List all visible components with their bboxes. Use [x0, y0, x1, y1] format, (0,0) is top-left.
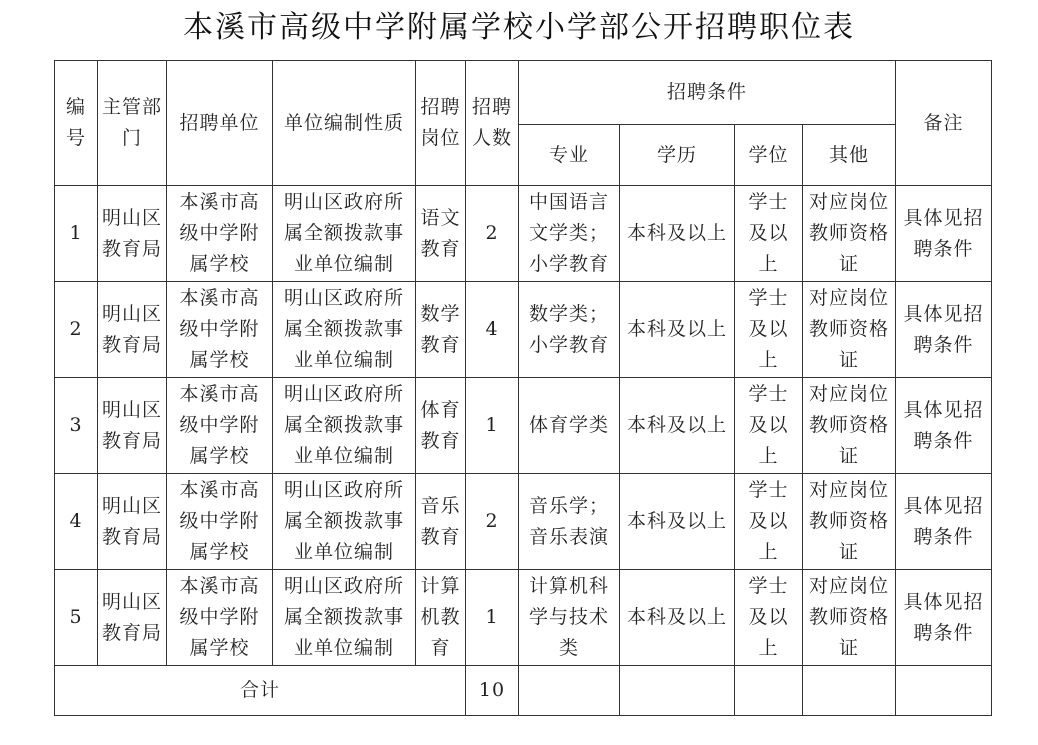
table-row — [55, 186, 992, 282]
cell-unit: 本溪市高级中学附属学校 — [167, 186, 273, 282]
table-row — [55, 474, 992, 570]
cell-other: 对应岗位教师资格证 — [803, 570, 896, 666]
header-remark: 备注 — [896, 61, 992, 186]
cell-major: 体育学类 — [519, 378, 620, 474]
header-count: 招聘人数 — [466, 61, 519, 186]
header-other: 其他 — [803, 125, 896, 186]
cell-post: 计算机教育 — [416, 570, 466, 666]
total-empty-education — [620, 666, 735, 716]
cell-remark: 具体见招聘条件 — [896, 378, 992, 474]
cell-degree: 学士及以上 — [735, 570, 803, 666]
header-id: 编号 — [55, 61, 98, 186]
header-degree: 学位 — [735, 125, 803, 186]
cell-unit: 本溪市高级中学附属学校 — [167, 378, 273, 474]
cell-nature: 明山区政府所属全额拨款事业单位编制 — [273, 282, 416, 378]
cell-other: 对应岗位教师资格证 — [803, 186, 896, 282]
cell-id: 1 — [55, 186, 98, 282]
total-empty-degree — [735, 666, 803, 716]
cell-other: 对应岗位教师资格证 — [803, 282, 896, 378]
cell-nature: 明山区政府所属全额拨款事业单位编制 — [273, 570, 416, 666]
cell-id: 5 — [55, 570, 98, 666]
total-count: 10 — [466, 666, 519, 716]
cell-education: 本科及以上 — [620, 474, 735, 570]
total-empty-major — [519, 666, 620, 716]
cell-education: 本科及以上 — [620, 186, 735, 282]
header-nature: 单位编制性质 — [273, 61, 416, 186]
cell-post: 体育教育 — [416, 378, 466, 474]
cell-dept: 明山区教育局 — [98, 570, 167, 666]
cell-degree: 学士及以上 — [735, 186, 803, 282]
cell-degree: 学士及以上 — [735, 378, 803, 474]
cell-count: 1 — [466, 378, 519, 474]
cell-degree: 学士及以上 — [735, 474, 803, 570]
header-row — [55, 61, 992, 125]
cell-major: 数学类；小学教育 — [519, 282, 620, 378]
header-unit: 招聘单位 — [167, 61, 273, 186]
header-education: 学历 — [620, 125, 735, 186]
cell-post: 音乐教育 — [416, 474, 466, 570]
cell-id: 3 — [55, 378, 98, 474]
header-dept: 主管部门 — [98, 61, 167, 186]
cell-major: 计算机科学与技术类 — [519, 570, 620, 666]
header-major: 专业 — [519, 125, 620, 186]
cell-education: 本科及以上 — [620, 282, 735, 378]
cell-post: 语文教育 — [416, 186, 466, 282]
cell-dept: 明山区教育局 — [98, 474, 167, 570]
cell-count: 1 — [466, 570, 519, 666]
total-empty-other — [803, 666, 896, 716]
cell-remark: 具体见招聘条件 — [896, 474, 992, 570]
cell-remark: 具体见招聘条件 — [896, 186, 992, 282]
cell-dept: 明山区教育局 — [98, 282, 167, 378]
header-post: 招聘岗位 — [416, 61, 466, 186]
table-row — [55, 282, 992, 378]
cell-degree: 学士及以上 — [735, 282, 803, 378]
cell-unit: 本溪市高级中学附属学校 — [167, 282, 273, 378]
header-conditions: 招聘条件 — [519, 61, 896, 125]
cell-count: 4 — [466, 282, 519, 378]
cell-nature: 明山区政府所属全额拨款事业单位编制 — [273, 186, 416, 282]
cell-other: 对应岗位教师资格证 — [803, 474, 896, 570]
cell-major: 音乐学；音乐表演 — [519, 474, 620, 570]
cell-education: 本科及以上 — [620, 570, 735, 666]
cell-nature: 明山区政府所属全额拨款事业单位编制 — [273, 474, 416, 570]
cell-unit: 本溪市高级中学附属学校 — [167, 570, 273, 666]
cell-major: 中国语言文学类；小学教育 — [519, 186, 620, 282]
cell-nature: 明山区政府所属全额拨款事业单位编制 — [273, 378, 416, 474]
table-body — [55, 61, 992, 716]
cell-dept: 明山区教育局 — [98, 378, 167, 474]
total-label: 合计 — [55, 666, 466, 716]
cell-post: 数学教育 — [416, 282, 466, 378]
cell-remark: 具体见招聘条件 — [896, 282, 992, 378]
recruitment-table — [54, 60, 992, 716]
cell-other: 对应岗位教师资格证 — [803, 378, 896, 474]
page-title: 本溪市高级中学附属学校小学部公开招聘职位表 — [183, 10, 855, 45]
total-empty-remark — [896, 666, 992, 716]
cell-unit: 本溪市高级中学附属学校 — [167, 474, 273, 570]
cell-education: 本科及以上 — [620, 378, 735, 474]
table-row — [55, 570, 992, 666]
cell-remark: 具体见招聘条件 — [896, 570, 992, 666]
cell-id: 4 — [55, 474, 98, 570]
total-row — [55, 666, 992, 716]
table-row — [55, 378, 992, 474]
cell-id: 2 — [55, 282, 98, 378]
cell-count: 2 — [466, 474, 519, 570]
cell-count: 2 — [466, 186, 519, 282]
cell-dept: 明山区教育局 — [98, 186, 167, 282]
